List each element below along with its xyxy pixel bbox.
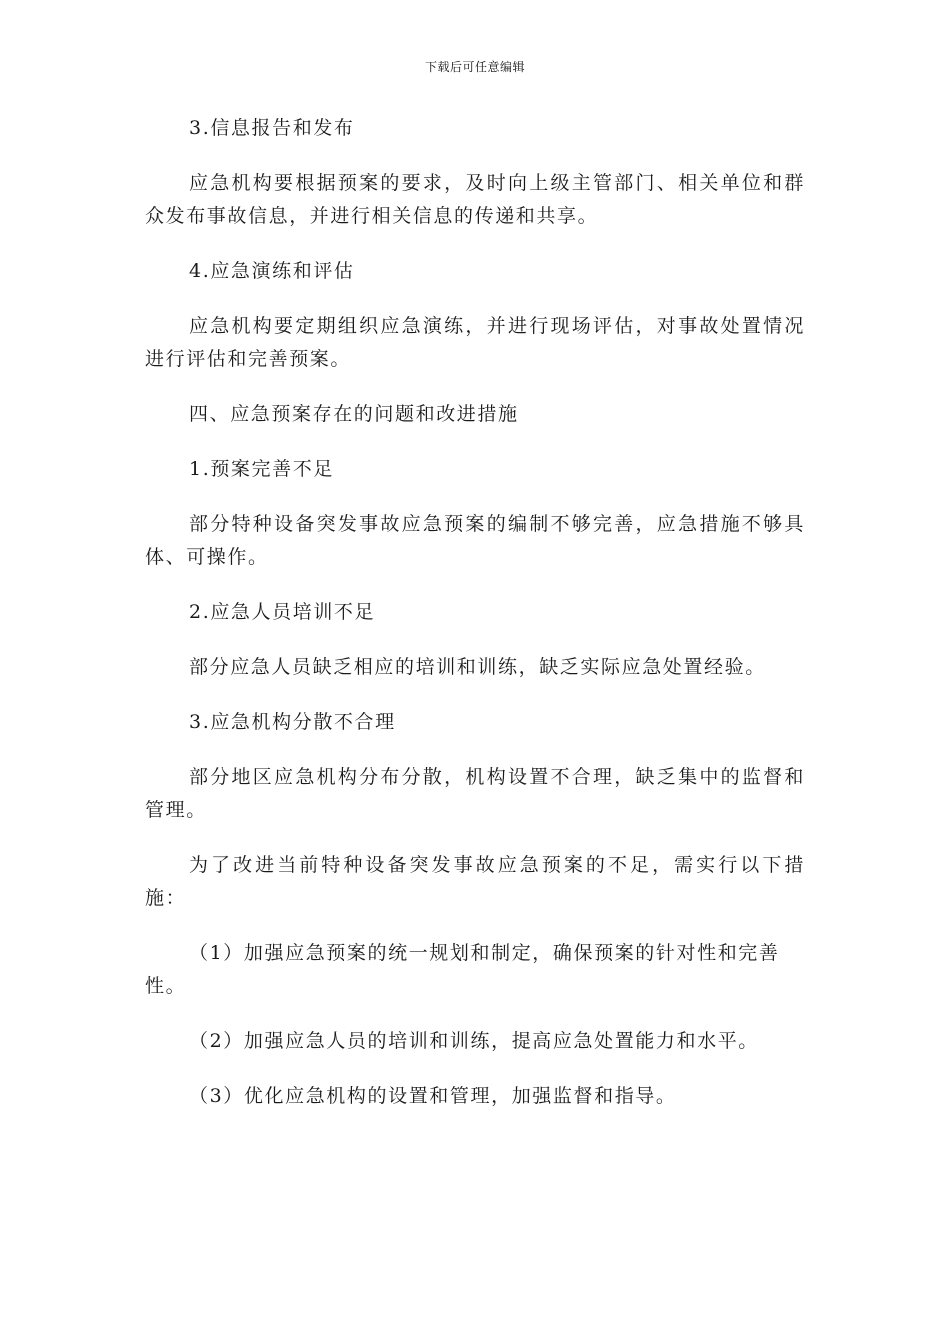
page-header-note: 下载后可任意编辑 <box>424 60 525 74</box>
paragraph-plan-insufficient: 部分特种设备突发事故应急预案的编制不够完善，应急措施不够具体、可操作。 <box>145 513 805 568</box>
paragraph-measures-intro: 为了改进当前特种设备突发事故应急预案的不足，需实行以下措施： <box>145 854 805 909</box>
heading-drill-evaluation: 4.应急演练和评估 <box>189 260 355 282</box>
paragraph-training-insufficient: 部分应急人员缺乏相应的培训和训练，缺乏实际应急处置经验。 <box>189 656 766 678</box>
paragraph-drill-evaluation: 应急机构要定期组织应急演练，并进行现场评估，对事故处置情况进行评估和完善预案。 <box>145 315 805 370</box>
heading-training-insufficient: 2.应急人员培训不足 <box>189 601 376 623</box>
measure-item-2: （2）加强应急人员的培训和训练，提高应急处置能力和水平。 <box>189 1030 759 1052</box>
heading-plan-insufficient: 1.预案完善不足 <box>189 458 334 480</box>
paragraph-info-report: 应急机构要根据预案的要求，及时向上级主管部门、相关单位和群众发布事故信息，并进行相关信息的传递和共享。 <box>145 172 805 227</box>
measure-item-1: （1）加强应急预案的统一规划和制定，确保预案的针对性和完善性。 <box>145 942 780 997</box>
section-heading-problems: 四、应急预案存在的问题和改进措施 <box>189 403 519 425</box>
heading-info-report: 3.信息报告和发布 <box>189 117 355 139</box>
heading-agency-dispersed: 3.应急机构分散不合理 <box>189 711 396 733</box>
document-body <box>145 112 805 1135</box>
measure-item-3: （3）优化应急机构的设置和管理，加强监督和指导。 <box>189 1085 677 1107</box>
paragraph-agency-dispersed: 部分地区应急机构分布分散，机构设置不合理，缺乏集中的监督和管理。 <box>145 766 805 821</box>
